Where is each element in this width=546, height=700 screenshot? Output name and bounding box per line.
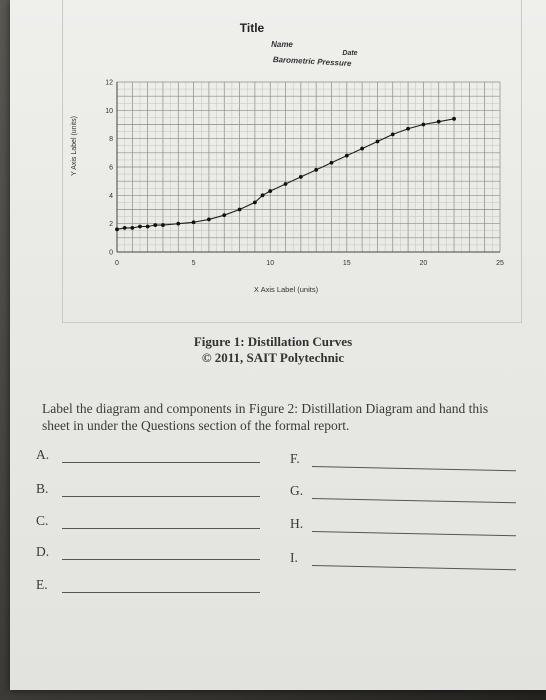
x-tick-label: 20: [419, 260, 428, 267]
data-point: [345, 154, 349, 158]
blank-a-label: A.: [36, 447, 50, 462]
figure-caption: Figure 1: Distillation Curves: [193, 334, 353, 349]
x-axis-label: X Axis Label (units): [253, 285, 319, 294]
x-tick-label: 5: [191, 260, 196, 267]
data-point: [253, 201, 257, 205]
data-point: [314, 168, 318, 172]
instructions-text: Label the diagram and components in Figure 2: Distillation Diagram and hand this sheet in under the Questions section of the formal report.: [42, 401, 489, 433]
data-point: [192, 220, 196, 224]
data-point: [299, 175, 303, 179]
data-point: [130, 226, 134, 230]
data-point: [330, 161, 334, 165]
data-point: [207, 218, 211, 222]
data-point: [261, 193, 265, 197]
blank-h-label: H.: [290, 516, 304, 531]
blank-c-answer-line[interactable]: [62, 528, 260, 529]
y-tick-label: 8: [109, 136, 113, 144]
date-field-label: Date: [342, 50, 358, 57]
blank-b-answer-line[interactable]: [62, 496, 260, 497]
data-point: [222, 213, 226, 217]
data-point: [406, 127, 410, 131]
data-point: [123, 226, 127, 230]
data-point: [422, 123, 426, 127]
chart-grid: [117, 82, 500, 252]
blank-i-label: I.: [290, 550, 298, 565]
data-point: [138, 225, 142, 229]
chart-ticks: [105, 80, 504, 268]
data-point: [161, 223, 165, 227]
blank-e-label: E.: [36, 577, 48, 592]
blank-a-answer-line[interactable]: [62, 462, 260, 463]
data-point: [153, 223, 157, 227]
y-tick-label: 12: [105, 79, 113, 87]
y-tick-label: 0: [109, 249, 113, 257]
y-tick-label: 2: [109, 221, 113, 229]
blank-c-label: C.: [36, 513, 49, 528]
data-point: [238, 208, 242, 212]
data-point: [146, 225, 150, 229]
blank-f-label: F.: [290, 451, 300, 466]
data-point: [268, 189, 272, 193]
data-point: [176, 222, 180, 226]
distillation-chart: [0, 0, 546, 330]
x-tick-label: 10: [266, 260, 275, 267]
y-axis-label: Y Axis Label (units): [71, 116, 78, 176]
blank-d-label: D.: [36, 544, 50, 559]
blank-b-label: B.: [36, 481, 49, 496]
y-tick-label: 4: [109, 192, 113, 200]
chart-title: Title: [239, 21, 265, 35]
data-point: [452, 117, 456, 121]
x-tick-label: 25: [496, 260, 504, 267]
y-tick-label: 6: [109, 164, 113, 172]
data-point: [115, 227, 119, 231]
data-point: [360, 147, 364, 151]
subtitle-barometric-pressure: Barometric Pressure: [272, 54, 352, 69]
blank-e-answer-line[interactable]: [62, 592, 260, 593]
name-field-label: Name: [271, 40, 293, 49]
data-point: [284, 182, 288, 186]
y-tick-label: 10: [105, 107, 113, 115]
data-point: [391, 133, 395, 137]
blank-d-answer-line[interactable]: [62, 559, 260, 560]
data-point: [437, 120, 441, 124]
blank-g-label: G.: [290, 483, 304, 498]
x-tick-label: 0: [115, 260, 119, 267]
data-point: [376, 140, 380, 144]
copyright-line: © 2011, SAIT Polytechnic: [201, 350, 345, 365]
x-tick-label: 15: [342, 260, 351, 267]
